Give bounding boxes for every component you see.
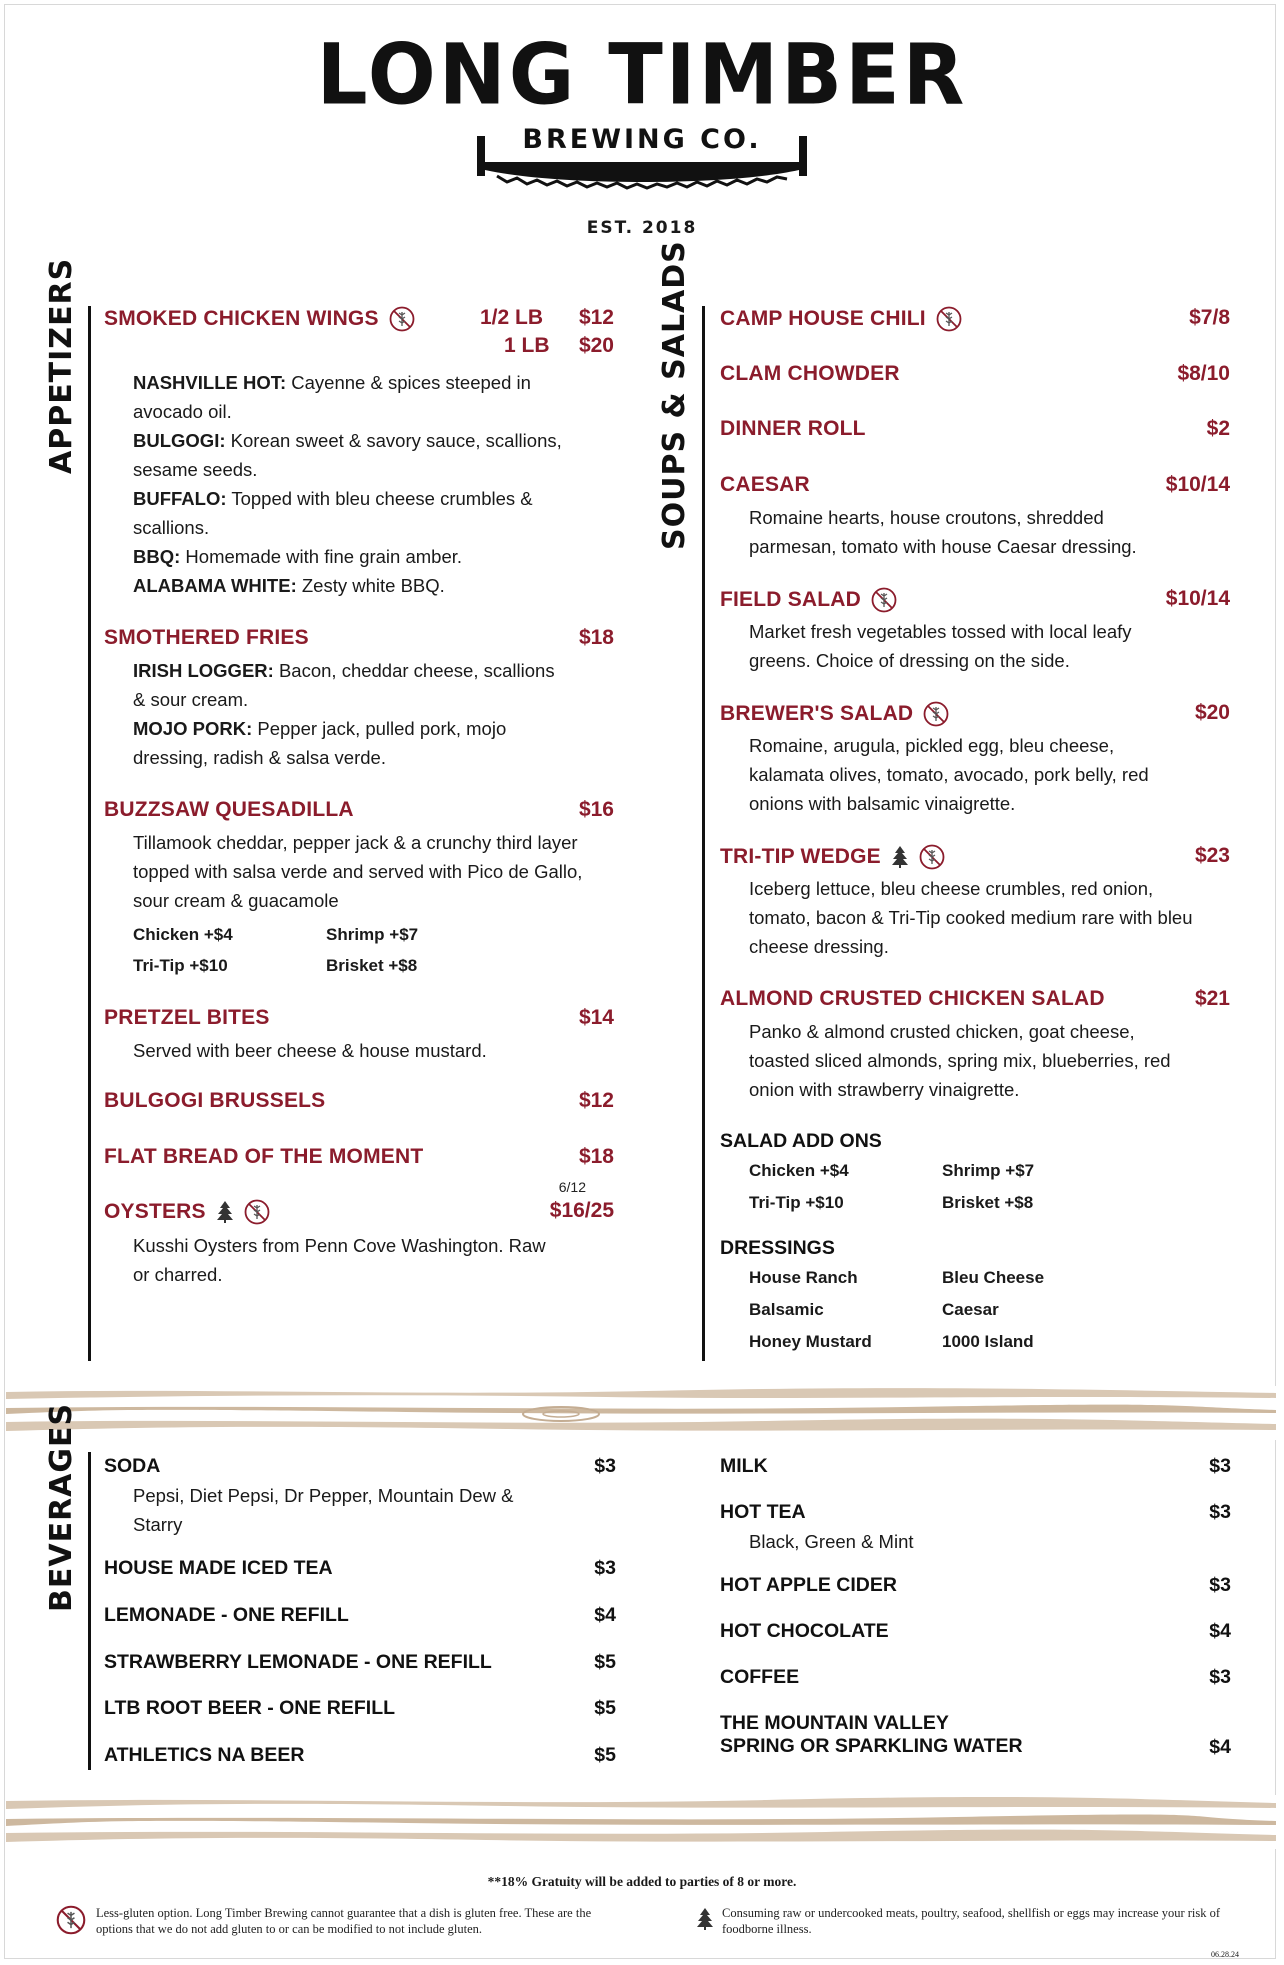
flavor-bulgogi: BULGOGI: Korean sweet & savory sauce, scallions, sesame seeds. bbox=[133, 430, 562, 480]
beverage-name: SODA bbox=[104, 1455, 161, 1477]
appetizers-column bbox=[104, 306, 614, 1289]
salad-addons-title: SALAD ADD ONS bbox=[720, 1130, 882, 1152]
beverage-price: $5 bbox=[594, 1697, 616, 1719]
item-oysters bbox=[104, 1179, 614, 1231]
dressing: 1000 Island bbox=[942, 1332, 1034, 1351]
item-smothered-fries bbox=[104, 626, 614, 656]
item-name: SMOTHERED FRIES bbox=[104, 626, 309, 649]
item-description: Romaine, arugula, pickled egg, bleu cheese, kalamata olives, tomato, avocado, pork belly, red onions with balsamic vinaigrette. bbox=[749, 735, 1149, 814]
fries-options bbox=[104, 656, 563, 772]
beverage-name: LEMONADE - ONE REFILL bbox=[104, 1604, 349, 1626]
flavor-bbq: BBQ: Homemade with fine grain amber. bbox=[133, 546, 463, 567]
beverages-right-column bbox=[720, 1455, 1231, 1762]
gratuity-note: **18% Gratuity will be added to parties of 8 or more. bbox=[487, 1874, 797, 1889]
wings-size-row bbox=[104, 334, 614, 360]
item-name: CAESAR bbox=[720, 473, 810, 496]
item-price: $18 bbox=[578, 626, 614, 649]
beverage-price: $3 bbox=[594, 1557, 616, 1579]
item-description: Served with beer cheese & house mustard. bbox=[133, 1040, 487, 1061]
less-gluten-icon bbox=[244, 1199, 270, 1225]
salad-addons bbox=[720, 1161, 1230, 1213]
item-pretzel-bites bbox=[104, 1006, 614, 1036]
dressings-list bbox=[720, 1268, 1230, 1352]
option-mojo-pork: MOJO PORK: Pepper jack, pulled pork, mojo dressing, radish & salsa verde. bbox=[133, 718, 507, 768]
item-name: TRI-TIP WEDGE bbox=[720, 844, 945, 870]
addon: Shrimp +$7 bbox=[942, 1161, 1035, 1180]
addon: Chicken +$4 bbox=[133, 925, 233, 944]
flavor-nashville: NASHVILLE HOT: Cayenne & spices steeped in avocado oil. bbox=[133, 372, 531, 422]
beverage-name: ATHLETICS NA BEER bbox=[104, 1744, 305, 1766]
beverage-root-beer bbox=[104, 1697, 616, 1723]
item-price: $12 bbox=[578, 1089, 614, 1112]
wings-flavors bbox=[104, 368, 573, 600]
beverages-left-column bbox=[104, 1455, 616, 1770]
item-price: $7/8 bbox=[1189, 306, 1230, 329]
item-name: PRETZEL BITES bbox=[104, 1006, 270, 1029]
item-name: BREWER'S SALAD bbox=[720, 701, 949, 727]
gluten-disclaimer: Less-gluten option. Long Timber Brewing cannot guarantee that a dish is gluten free. These are the options that we do not add gluten to or can be modified to not include gluten. bbox=[96, 1906, 592, 1936]
item-camp-house-chili bbox=[720, 306, 1230, 336]
beverage-price: $4 bbox=[1209, 1620, 1231, 1642]
option-irish-logger: IRISH LOGGER: Bacon, cheddar cheese, scallions & sour cream. bbox=[133, 660, 555, 710]
item-tri-tip-wedge bbox=[720, 844, 1230, 874]
item-price: $10/14 bbox=[1165, 587, 1230, 610]
flavor-buffalo: BUFFALO: Topped with bleu cheese crumbles & scallions. bbox=[133, 488, 533, 538]
beverage-name: HOT TEA bbox=[720, 1501, 806, 1523]
item-price: $2 bbox=[1206, 417, 1230, 440]
raw-warning-tree-icon bbox=[216, 1200, 234, 1224]
menu-date: 06.28.24 bbox=[1211, 1950, 1239, 1959]
less-gluten-icon bbox=[919, 844, 945, 870]
wings-price-half: $12 bbox=[578, 306, 614, 329]
item-description: Panko & almond crusted chicken, goat cheese, toasted sliced almonds, spring mix, blueberries, red onion with strawberry vinaigrette. bbox=[749, 1021, 1171, 1100]
flavor-alabama: ALABAMA WHITE: Zesty white BBQ. bbox=[133, 575, 445, 596]
wings-size-half: 1/2 LB bbox=[480, 306, 544, 329]
beverage-price: $3 bbox=[1209, 1501, 1231, 1523]
item-caesar bbox=[720, 473, 1230, 503]
dressing: Caesar bbox=[942, 1300, 999, 1319]
less-gluten-icon bbox=[389, 306, 415, 332]
beverage-milk bbox=[720, 1455, 1231, 1481]
item-buzzsaw-quesadilla bbox=[104, 798, 614, 828]
beverage-description: Black, Green & Mint bbox=[749, 1531, 914, 1552]
beverage-price: $5 bbox=[594, 1744, 616, 1766]
beverage-price: $4 bbox=[1209, 1736, 1231, 1758]
item-name: ALMOND CRUSTED CHICKEN SALAD bbox=[720, 987, 1105, 1010]
item-bulgogi-brussels bbox=[104, 1089, 614, 1119]
oysters-count: 6/12 bbox=[558, 1179, 586, 1195]
beverage-price: $3 bbox=[594, 1455, 616, 1477]
soups-salads-column bbox=[720, 306, 1230, 1352]
section-soups-salads: SOUPS & SALADS bbox=[657, 240, 692, 550]
beverage-lemonade bbox=[104, 1604, 616, 1630]
dressing: Honey Mustard bbox=[749, 1332, 872, 1351]
item-field-salad bbox=[720, 587, 1230, 617]
item-price: $14 bbox=[578, 1006, 614, 1029]
item-name: OYSTERS bbox=[104, 1199, 270, 1225]
item-name: BUZZSAW QUESADILLA bbox=[104, 798, 354, 821]
item-almond-crusted-chicken-salad bbox=[720, 987, 1230, 1017]
brand-title: LONG TIMBER bbox=[316, 25, 968, 124]
item-price: $18 bbox=[578, 1145, 614, 1168]
item-brewers-salad bbox=[720, 701, 1230, 731]
wings-price-full: $20 bbox=[578, 334, 614, 357]
section-beverages: BEVERAGES bbox=[44, 1402, 79, 1612]
item-name: DINNER ROLL bbox=[720, 417, 866, 440]
item-description: Kusshi Oysters from Penn Cove Washington. Raw or charred. bbox=[133, 1235, 546, 1285]
raw-warning-tree-icon bbox=[891, 845, 909, 869]
addon: Chicken +$4 bbox=[749, 1161, 849, 1180]
item-name: BULGOGI BRUSSELS bbox=[104, 1089, 326, 1112]
beverage-name: HOT CHOCOLATE bbox=[720, 1620, 889, 1642]
dressing: Balsamic bbox=[749, 1300, 824, 1319]
beverage-soda bbox=[104, 1455, 616, 1481]
beverages-divider bbox=[88, 1452, 91, 1770]
wood-divider-top bbox=[6, 1386, 1276, 1440]
dressing: Bleu Cheese bbox=[942, 1268, 1045, 1287]
item-name: CAMP HOUSE CHILI bbox=[720, 306, 962, 332]
beverage-price: $3 bbox=[1209, 1574, 1231, 1596]
item-clam-chowder bbox=[720, 362, 1230, 392]
beverage-strawberry-lemonade bbox=[104, 1651, 616, 1677]
beverage-name: STRAWBERRY LEMONADE - ONE REFILL bbox=[104, 1651, 492, 1673]
beverage-name: LTB ROOT BEER - ONE REFILL bbox=[104, 1697, 396, 1719]
item-price: $21 bbox=[1194, 987, 1230, 1010]
dressing: House Ranch bbox=[749, 1268, 858, 1287]
beverage-name: COFFEE bbox=[720, 1666, 800, 1688]
established-year: EST. 2018 bbox=[586, 218, 698, 238]
beverage-na-beer bbox=[104, 1744, 616, 1770]
addon: Brisket +$8 bbox=[942, 1193, 1034, 1212]
less-gluten-icon bbox=[871, 587, 897, 613]
beverage-price: $5 bbox=[594, 1651, 616, 1673]
beverage-name: THE MOUNTAIN VALLEY bbox=[720, 1712, 949, 1734]
beverage-price: $3 bbox=[1209, 1666, 1231, 1688]
item-price: $23 bbox=[1194, 844, 1230, 867]
item-description: Tillamook cheddar, pepper jack & a crunchy third layer topped with salsa verde and served with Pico de Gallo, sour cream & guacamole bbox=[133, 832, 583, 911]
raw-warning-tree-icon bbox=[696, 1906, 714, 1932]
quesadilla-addons bbox=[104, 925, 614, 976]
less-gluten-icon bbox=[936, 306, 962, 332]
beverage-apple-cider bbox=[720, 1574, 1231, 1600]
soups-divider bbox=[702, 306, 705, 1361]
beverage-hot-chocolate bbox=[720, 1620, 1231, 1646]
saw-logo-icon bbox=[477, 126, 807, 196]
raw-food-disclaimer: Consuming raw or undercooked meats, poultry, seafood, shellfish or eggs may increase your risk of foodborne illness. bbox=[722, 1906, 1221, 1936]
beverage-name: HOT APPLE CIDER bbox=[720, 1574, 897, 1596]
item-price: $10/14 bbox=[1165, 473, 1230, 496]
less-gluten-icon bbox=[56, 1905, 86, 1935]
beverage-mountain-valley-water bbox=[720, 1712, 1231, 1762]
beverage-price: $4 bbox=[594, 1604, 616, 1626]
item-description: Iceberg lettuce, bleu cheese crumbles, red onion, tomato, bacon & Tri-Tip cooked medium rare with bleu cheese dressing. bbox=[749, 878, 1193, 957]
wood-divider-bottom bbox=[6, 1795, 1276, 1849]
item-flat-bread bbox=[104, 1145, 614, 1175]
item-price: $16 bbox=[578, 798, 614, 821]
item-description: Market fresh vegetables tossed with local leafy greens. Choice of dressing on the side. bbox=[749, 621, 1132, 671]
beverage-hot-tea bbox=[720, 1501, 1231, 1527]
item-dinner-roll bbox=[720, 417, 1230, 447]
item-description: Romaine hearts, house croutons, shredded parmesan, tomato with house Caesar dressing. bbox=[749, 507, 1137, 557]
beverage-name: MILK bbox=[720, 1455, 768, 1477]
item-name: SMOKED CHICKEN WINGS bbox=[104, 306, 415, 332]
beverage-description: Pepsi, Diet Pepsi, Dr Pepper, Mountain Dew & Starry bbox=[133, 1485, 514, 1535]
item-price: $20 bbox=[1194, 701, 1230, 724]
addon: Shrimp +$7 bbox=[326, 925, 419, 944]
beverage-name: HOUSE MADE ICED TEA bbox=[104, 1557, 333, 1579]
item-name: CLAM CHOWDER bbox=[720, 362, 900, 385]
addon: Brisket +$8 bbox=[326, 956, 418, 975]
less-gluten-icon bbox=[923, 701, 949, 727]
addon: Tri-Tip +$10 bbox=[133, 956, 228, 975]
wings-size-full: 1 LB bbox=[504, 334, 550, 357]
beverage-iced-tea bbox=[104, 1557, 616, 1583]
item-price: $16/25 bbox=[549, 1199, 614, 1222]
addon: Tri-Tip +$10 bbox=[749, 1193, 844, 1212]
beverage-coffee bbox=[720, 1666, 1231, 1692]
beverage-price: $3 bbox=[1209, 1455, 1231, 1477]
appetizers-divider bbox=[88, 306, 91, 1361]
brand-subtitle: BREWING CO. bbox=[522, 124, 762, 155]
item-name: FIELD SALAD bbox=[720, 587, 897, 613]
section-appetizers: APPETIZERS bbox=[44, 257, 79, 474]
item-price: $8/10 bbox=[1177, 362, 1230, 385]
item-name: FLAT BREAD OF THE MOMENT bbox=[104, 1145, 424, 1168]
beverage-name-line2: SPRING OR SPARKLING WATER bbox=[720, 1735, 1023, 1757]
dressings-title: DRESSINGS bbox=[720, 1237, 835, 1259]
